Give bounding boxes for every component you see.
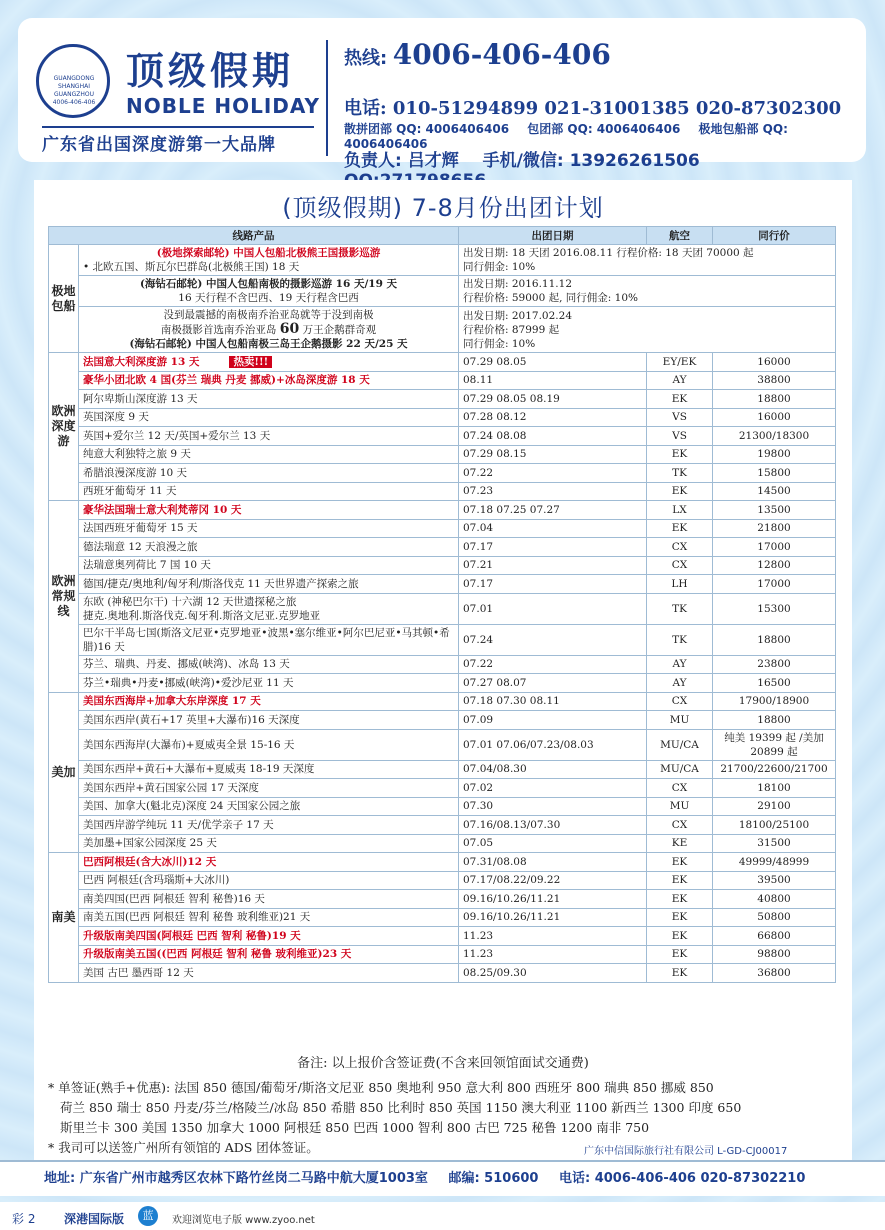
table-row: 英国深度 9 天 07.28 08.12 VS 16000 [49,408,836,427]
table-row: 法国西班牙葡萄牙 15 天 07.04 EK 21800 [49,519,836,538]
visa-info: * 单签证(熟手+优惠): 法国 850 德国/葡萄牙/斯洛文尼亚 850 奥地利 950 意大利 800 西班牙 800 瑞典 850 挪威 850 荷兰 850 瑞士 850 丹麦/芬兰/格陵兰/冰岛 850 希腊 850 比利时 850 英国 1150 澳大利亚 1100 新西兰 1300 印度 650 斯里兰卡 300 美国 1350 加拿大 1000 阿根廷 850 巴西 1000 智利 800 古巴 725 秘鲁 1200 南非 750 * 我司可以送签广州所有领馆的 ADS 团体签证。 [48,1080,742,1155]
table-row: 美国西岸游学纯玩 11 天/优学亲子 17 天 07.16/08.13/07.30 CX 18100/25100 [49,816,836,835]
table-row: 东欧 (神秘巴尔干) 十六湖 12 天世遗探秘之旅 捷克.奥地利.斯洛伐克.匈牙利.斯洛文尼亚.克罗地亚 07.01 TK 15300 [49,593,836,624]
category-europe-deep: 欧洲深度游 [49,353,79,501]
table-row: 德国/捷克/奥地利/匈牙利/斯洛伐克 11 天世界遗产探索之旅 07.17 LH 17000 [49,575,836,594]
schedule-table [48,226,836,983]
category-america: 美加 [49,692,79,853]
edition-icon: 蓝 [138,1206,158,1226]
page-number: 彩 2 [12,1212,36,1226]
website-link[interactable]: 欢迎浏览电子版 www.zyoo.net [172,1215,315,1226]
table-row: 欧洲深度游 法国意大利深度游 13 天 热卖!!! 07.29 08.05 EY/EK 16000 [49,353,836,372]
table-row: 南美 巴西阿根廷(含大冰川)12 天 07.31/08.08 EK 49999/48999 [49,853,836,872]
category-europe-regular: 欧洲常规线 [49,501,79,693]
hotline: 热线: 4006-406-406 [344,38,611,71]
page-title: (顶级假期) 7-8月份出团计划 [282,194,604,222]
table-row: (海钻石邮轮) 中国人包船南极的摄影巡游 16 天/19 天 16 天行程不含巴西、19 天行程含巴西 出发日期: 2016.11.12 行程价格: 59000 起, 同行佣金: 10% [49,276,836,307]
footer [0,1202,885,1230]
qq-line: 散拼团部 QQ: 4006406406 包团部 QQ: 4006406406 极地包船部 QQ: 4006406406 [344,122,788,151]
table-header: 线路产品 出团日期 航空 同行价 [49,227,836,245]
logo-icon: GUANGDONG SHANGHAI GUANGZHOU 4006-406-406 [36,44,110,118]
table-row: 美国 古巴 墨西哥 12 天 08.25/09.30 EK 36800 [49,964,836,983]
brand-cn: 顶级假期 [126,48,295,93]
table-row: 巴尔干半岛七国(斯洛文尼亚•克罗地亚•波黑•塞尔维亚•阿尔巴尼亚•马其顿•希腊)16 天 07.24 TK 18800 [49,624,836,655]
table-row: 纯意大利独特之旅 9 天 07.29 08.15 EK 19800 [49,445,836,464]
table-row: 德法瑞意 12 天浪漫之旅 07.17 CX 17000 [49,538,836,557]
table-row: 美国东西海岸(大瀑布)+夏威夷全景 15-16 天 07.01 07.06/07.23/08.03 MU/CA 纯美 19399 起 /美加 20899 起 [49,729,836,760]
table-row: 欧洲常规线 豪华法国瑞士意大利梵蒂冈 10 天 07.18 07.25 07.27 LX 13500 [49,501,836,520]
phone-line: 电话: 010-51294899 021-31001385 020-87302300 [344,98,842,119]
table-row: 豪华小团北欧 4 国(芬兰 瑞典 丹麦 挪威)+冰岛深度游 18 天 08.11 AY 38800 [49,371,836,390]
category-south-america: 南美 [49,853,79,983]
table-row: 美加墨+国家公园深度 25 天 07.05 KE 31500 [49,834,836,853]
table-row: 没到最震撼的南极南乔治亚岛就等于没到南极 南极摄影首选南乔治亚岛 60 万王企鹅群奇观 (海钻石邮轮) 中国人包船南极三岛王企鹅摄影 22 天/25 天 出发日期: 2017.02.24 行程价格: 87999 起 同行佣金: 10% [49,307,836,353]
divider [42,126,314,128]
table-row: 阿尔卑斯山深度游 13 天 07.29 08.05 08.19 EK 18800 [49,390,836,409]
price-note: 备注: 以上报价含签证费(不含来回领馆面试交通费) [297,1056,589,1071]
table-row: 英国+爱尔兰 12 天/英国+爱尔兰 13 天 07.24 08.08 VS 21300/18300 [49,427,836,446]
slogan: 广东省出国深度游第一大品牌 [42,135,276,155]
table-row: 西班牙葡萄牙 11 天 07.23 EK 14500 [49,482,836,501]
company-license: 广东中信国际旅行社有限公司 L-GD-CJ00017 [584,1146,788,1157]
contact-person: 负责人: 吕才辉 手机/微信: 13926261506 [344,151,700,171]
table-row: 希腊浪漫深度游 10 天 07.22 TK 15800 [49,464,836,483]
table-row: 美国东西岸(黄石+17 英里+大瀑布)16 天深度 07.09 MU 18800 [49,711,836,730]
edition-label: 深港国际版 [64,1212,125,1226]
schedule-panel [34,180,852,1160]
divider [326,40,328,156]
table-row: 芬兰、瑞典、丹麦、挪威(峡湾)、冰岛 13 天 07.22 AY 23800 [49,655,836,674]
table-row: 南美四国(巴西 阿根廷 智利 秘鲁)16 天 09.16/10.26/11.21 EK 40800 [49,890,836,909]
table-row: 美国、加拿大(魁北克)深度 24 天国家公园之旅 07.30 MU 29100 [49,797,836,816]
table-row: 升级版南美四国(阿根廷 巴西 智利 秘鲁)19 天 11.23 EK 66800 [49,927,836,946]
brand-en: NOBLE HOLIDAY [126,94,320,118]
table-row: 法瑞意奥列荷比 7 国 10 天 07.21 CX 12800 [49,556,836,575]
table-row: 美加 美国东西海岸+加拿大东岸深度 17 天 07.18 07.30 08.11 CX 17900/18900 [49,692,836,711]
table-row: 极地包船 (极地探索邮轮) 中国人包船北极熊王国摄影巡游 • 北欧五国、斯瓦尔巴群岛(北极熊王国) 18 天 出发日期: 18 天团 2016.08.11 行程价格: 18 天团 70000 起 同行佣金: 10% [49,245,836,276]
table-row: 美国东西岸+黄石+大瀑布+夏威夷 18-19 天深度 07.04/08.30 MU/CA 21700/22600/21700 [49,760,836,779]
table-row: 升级版南美五国((巴西 阿根廷 智利 秘鲁 玻利维亚)23 天 11.23 EK 98800 [49,945,836,964]
table-row: 南美五国(巴西 阿根廷 智利 秘鲁 玻利维亚)21 天 09.16/10.26/11.21 EK 50800 [49,908,836,927]
hot-badge: 热卖!!! [229,356,272,368]
header [18,18,866,171]
category-polar: 极地包船 [49,245,79,353]
table-row: 美国东西岸+黄石国家公园 17 天深度 07.02 CX 18100 [49,779,836,798]
table-row: 巴西 阿根廷(含玛瑙斯+大冰川) 07.17/08.22/09.22 EK 39500 [49,871,836,890]
table-row: 芬兰•瑞典•丹麦•挪威(峡湾)•爱沙尼亚 11 天 07.27 08.07 AY 16500 [49,674,836,693]
address: 地址: 广东省广州市越秀区农林下路竹丝岗二马路中航大厦1003室 邮编: 510600 电话: 4006-406-406 020-87302210 [44,1171,806,1186]
